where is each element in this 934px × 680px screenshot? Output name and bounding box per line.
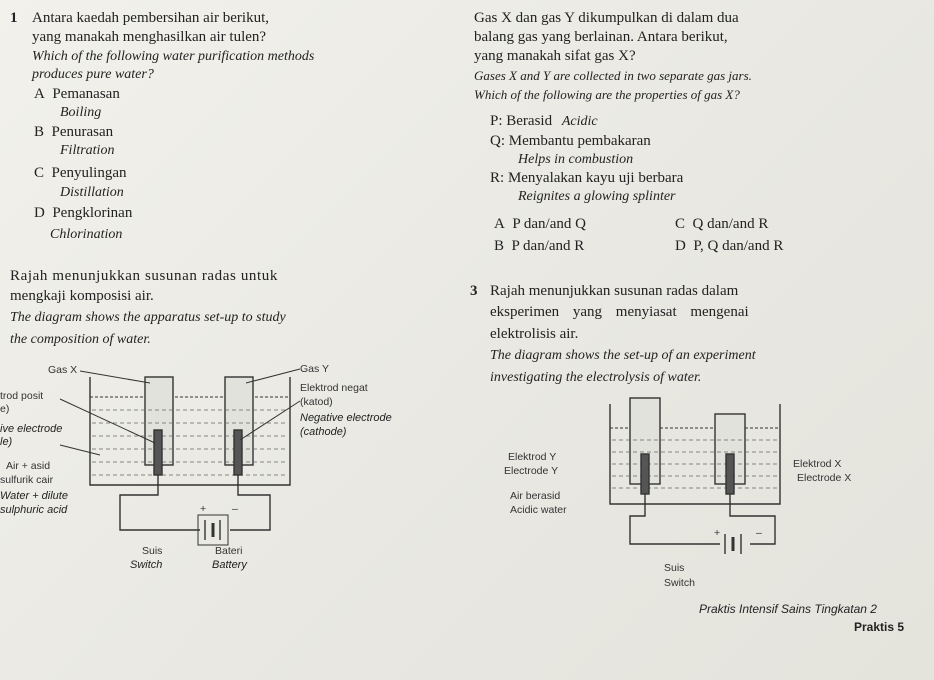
q2c-property-r-en: Reignites a glowing splinter	[518, 189, 676, 204]
q2-label-liquid-ms-2: sulfurik cair	[0, 474, 54, 486]
q1-option-a-letter: A	[34, 86, 45, 102]
q2c-answer-b-text: P dan/and R	[511, 238, 585, 254]
q3-label-minus: –	[756, 527, 762, 539]
q3-stem-en-line1: The diagram shows the set-up of an experiment	[490, 348, 756, 363]
q1-stem-ms-line1: Antara kaedah pembersihan air berikut,	[32, 10, 269, 26]
q2c-answer-d[interactable]	[675, 238, 783, 255]
q2-label-pos-electrode-ms: trod posit	[0, 390, 44, 402]
q2c-property-r-key: R:	[490, 170, 505, 186]
q2-stem-en-line2: the composition of water.	[10, 332, 151, 347]
q2c-answer-b-letter: B	[494, 238, 505, 254]
q1-option-c-en: Distillation	[60, 185, 124, 200]
q2-label-liquid-en-2: sulphuric acid	[0, 504, 68, 516]
q3-electrode-y	[641, 454, 649, 494]
q3-label-electrode-y-en: Electrode Y	[504, 465, 559, 477]
q2c-answer-b[interactable]	[494, 238, 584, 255]
q2-negative-electrode	[234, 430, 242, 475]
q2-label-pos-electrode-en: ive electrode	[0, 423, 63, 435]
q2-label-pos-electrode-en-sub: le)	[0, 436, 13, 448]
q2c-property-q	[490, 133, 651, 150]
q2-label-liquid-en-1: Water + dilute	[0, 490, 68, 502]
q2c-property-p-en: Acidic	[561, 114, 598, 129]
q3-stem-ms-line1: Rajah menunjukkan susunan radas dalam	[490, 283, 739, 299]
q2-label-plus: +	[200, 503, 207, 515]
q1-option-c[interactable]	[34, 165, 127, 182]
q1-option-d-ms: Pengklorinan	[52, 205, 133, 221]
q2c-property-q-key: Q:	[490, 133, 505, 149]
q1-option-d-en: Chlorination	[50, 227, 123, 242]
q2c-stem-ms-line3: yang manakah sifat gas X?	[474, 48, 636, 64]
q2-label-neg-electrode-en: Negative electrode	[300, 412, 392, 424]
q2-label-minus: –	[232, 503, 238, 515]
q1-option-c-ms: Penyulingan	[51, 165, 127, 181]
q1-option-c-letter: C	[34, 165, 45, 181]
q2-label-battery-en: Battery	[212, 559, 247, 571]
q1-number: 1	[10, 10, 18, 26]
q2c-answer-d-letter: D	[675, 238, 686, 254]
q2-stem-en-line1: The diagram shows the apparatus set-up to study	[10, 310, 286, 325]
q2c-property-r	[490, 170, 683, 187]
q2c-property-p	[490, 113, 598, 130]
q3-label-switch-en: Switch	[664, 577, 695, 589]
q3-label-electrode-x-en: Electrode X	[797, 472, 852, 484]
q2c-property-r-ms: Menyalakan kayu uji berbara	[507, 170, 684, 186]
q2c-property-p-key: P:	[490, 113, 503, 129]
q1-option-a-ms: Pemanasan	[52, 86, 120, 102]
q2c-property-q-en: Helps in combustion	[518, 152, 634, 167]
q3-electrode-x	[726, 454, 734, 494]
q2c-property-q-ms: Membantu pembakaran	[508, 133, 651, 149]
q3-wire-left	[630, 494, 720, 544]
q3-label-liquid-en: Acidic water	[510, 504, 567, 516]
footer-sub: Praktis 5	[854, 620, 905, 634]
q3-label-switch-ms: Suis	[664, 562, 685, 574]
q2c-stem-ms-line1: Gas X dan gas Y dikumpulkan di dalam dua	[474, 10, 739, 26]
q2c-answer-c-text: Q dan/and R	[692, 216, 769, 232]
q2-label-pos-electrode-sub: e)	[0, 403, 10, 415]
q3-wire-right	[730, 494, 775, 544]
q2-stem-ms-line1: Rajah menunjukkan susunan radas untuk	[10, 268, 278, 284]
q1-option-d-letter: D	[34, 205, 45, 221]
q2c-stem-en-line2: Which of the following are the properties of gas X?	[474, 87, 740, 102]
q3-stem-en-line2: investigating the electrolysis of water.	[490, 370, 702, 385]
q1-option-b-ms: Penurasan	[51, 124, 114, 140]
q1-stem-ms-line2: yang manakah menghasilkan air tulen?	[32, 29, 267, 45]
q3-number: 3	[470, 283, 478, 299]
q1-stem-en-line1: Which of the following water purification methods	[32, 49, 315, 64]
q3-stem-ms-line2: eksperimen yang menyiasat mengenai	[490, 304, 749, 320]
q1-option-a[interactable]	[34, 86, 120, 103]
q2c-answer-a-letter: A	[494, 216, 505, 232]
q2c-stem-en-line1: Gases X and Y are collected in two separate gas jars.	[474, 68, 752, 83]
q2-beaker	[90, 377, 290, 485]
q1-option-b[interactable]	[34, 124, 113, 141]
q3-label-electrode-x-ms: Elektrod X	[793, 458, 842, 470]
q2-label-neg-electrode-ms-sub: (katod)	[300, 396, 333, 408]
q2-label-neg-electrode-en-sub: (cathode)	[300, 426, 347, 438]
q1-option-d[interactable]	[34, 205, 132, 222]
q2c-answer-c-letter: C	[675, 216, 686, 232]
q2c-property-p-ms: Berasid	[506, 113, 553, 129]
footer-title: Praktis Intensif Sains Tingkatan 2	[699, 602, 877, 616]
q3-label-liquid-ms: Air berasid	[510, 490, 561, 502]
q1-option-b-en: Filtration	[60, 143, 115, 158]
q2-label-neg-electrode-ms: Elektrod negat	[300, 382, 368, 394]
q1-option-a-en: Boiling	[60, 105, 102, 120]
q2-wire-left	[120, 475, 200, 530]
q2-stem-ms-line2: mengkaji komposisi air.	[10, 288, 154, 304]
q2-label-switch-ms: Suis	[142, 545, 163, 557]
q2c-answer-a[interactable]	[494, 216, 586, 233]
q3-label-plus: +	[714, 527, 721, 539]
q2-label-gas-x: Gas X	[48, 364, 78, 376]
q2c-answer-a-text: P dan/and Q	[512, 216, 586, 232]
q2c-answer-d-text: P, Q dan/and R	[693, 238, 784, 254]
q2-label-liquid-ms-1: Air + asid	[6, 460, 51, 472]
q2c-stem-ms-line2: balang gas yang berlainan. Antara berikut,	[474, 29, 728, 45]
q1-stem-en-line2: produces pure water?	[32, 67, 154, 82]
q1-option-b-letter: B	[34, 124, 45, 140]
q2-label-gas-y: Gas Y	[300, 363, 329, 375]
q2-label-battery-ms: Bateri	[215, 545, 243, 557]
q2-label-switch-en: Switch	[130, 559, 163, 571]
q3-label-electrode-y-ms: Elektrod Y	[508, 451, 557, 463]
q2c-answer-c[interactable]	[675, 216, 768, 233]
q3-stem-ms-line3: elektrolisis air.	[490, 326, 579, 342]
q2-positive-electrode	[154, 430, 162, 475]
